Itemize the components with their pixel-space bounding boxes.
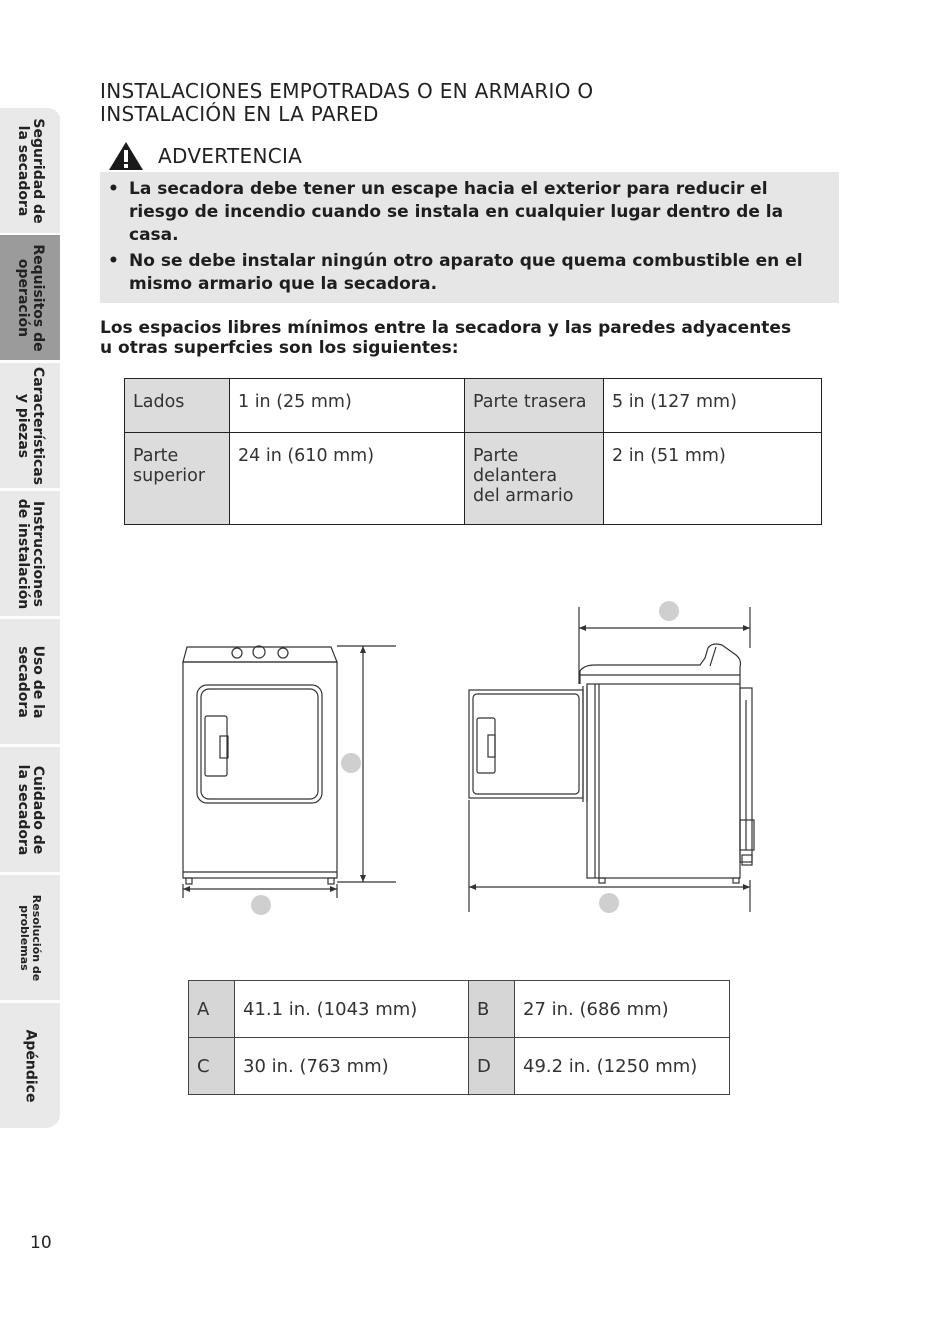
warning-title: ADVERTENCIA [158,144,303,168]
tab-requisitos[interactable] [0,234,60,360]
warning-list [108,178,828,299]
side-view-drawing [469,607,754,912]
dimension-key: C [189,1038,235,1095]
table-row [189,981,730,1038]
page-number: 10 [30,1233,52,1253]
tab-label: Cuidado de la secadora [15,764,46,855]
dimension-key: D [469,1038,515,1095]
clearance-intro: Los espacios libres mínimos entre la secadora y las paredes adyacentes u otras superfcies son los siguientes: [100,318,792,358]
title-line-1: INSTALACIONES EMPOTRADAS O EN ARMARIO O [100,79,594,103]
tab-label: Seguridad de la secadora [15,117,46,224]
clearance-table [124,378,822,525]
tab-label: Resolución de problemas [18,894,43,981]
warning-heading [108,140,302,172]
dimension-markers [251,601,679,915]
table-row [189,1038,730,1095]
table-label-cell: Lados [125,379,230,433]
table-label-cell: Parte trasera [465,379,604,433]
tab-label: Uso de la secadora [15,645,46,718]
dimension-key: B [469,981,515,1038]
dimension-value: 49.2 in. (1250 mm) [515,1038,730,1095]
table-value-cell: 24 in (610 mm) [230,433,465,525]
tab-caracteristicas[interactable] [0,362,60,488]
tab-label: Requisitos de operación [15,243,46,352]
tab-label: Características y piezas [15,366,46,485]
warning-triangle-icon [108,141,144,171]
tab-apendice[interactable] [0,1002,60,1128]
tab-seguridad[interactable] [0,107,60,233]
title-line-2: INSTALACIÓN EN LA PARED [100,102,379,126]
warning-item: • La secadora debe tener un escape hacia el exterior para reducir el riesgo de incendio cuando se instala en cualquier lugar dentro de la casa. [108,178,828,247]
table-label-cell: Parte delantera del armario [465,433,604,525]
dimension-table [188,980,730,1095]
page-title [100,80,740,126]
dimension-value: 27 in. (686 mm) [515,981,730,1038]
table-label-cell: Parte superior [125,433,230,525]
dimension-key: A [189,981,235,1038]
warning-text: La secadora debe tener un escape hacia el exterior para reducir el riesgo de incendio cuando se instala en cualquier lugar dentro de la casa. [129,179,784,245]
tab-label: Instrucciones de instalación [15,498,46,609]
warning-text: No se debe instalar ningún otro aparato que quema combustible en el mismo armario que la secadora. [129,251,803,294]
dimension-value: 30 in. (763 mm) [235,1038,469,1095]
tab-label: Apéndice [22,1029,39,1102]
tab-instrucciones[interactable] [0,490,60,616]
dimension-value: 41.1 in. (1043 mm) [235,981,469,1038]
table-value-cell: 2 in (51 mm) [604,433,822,525]
front-view-drawing [183,646,396,898]
warning-item: • No se debe instalar ningún otro aparato que quema combustible en el mismo armario que la secadora. [108,250,828,296]
table-value-cell: 5 in (127 mm) [604,379,822,433]
dryer-dimension-diagram [0,600,933,930]
table-value-cell: 1 in (25 mm) [230,379,465,433]
table-row [125,433,822,525]
table-row [125,379,822,433]
